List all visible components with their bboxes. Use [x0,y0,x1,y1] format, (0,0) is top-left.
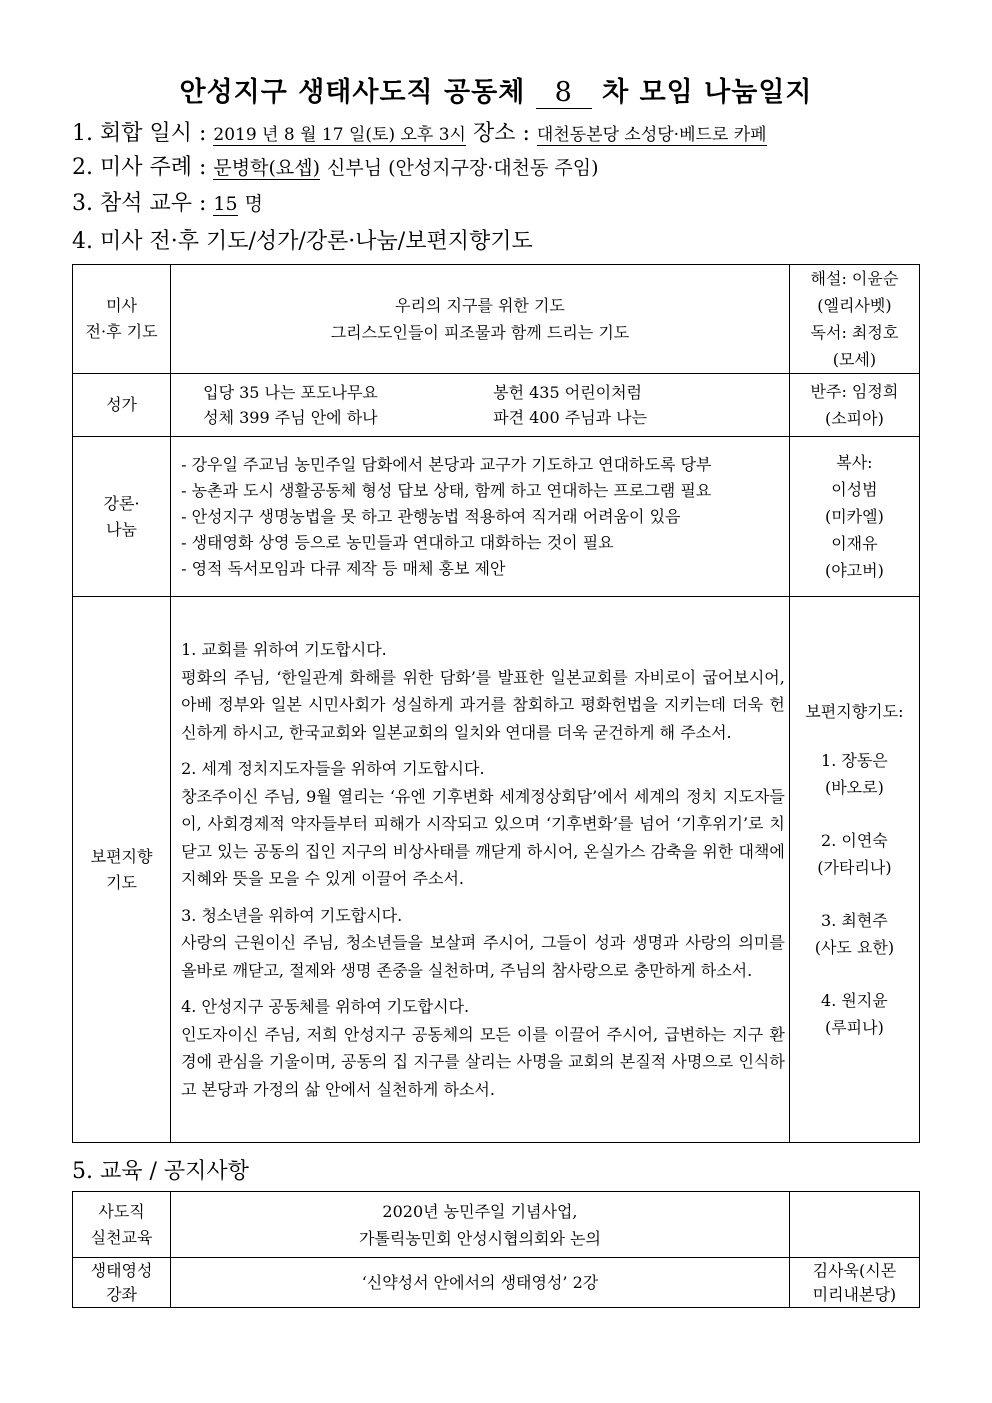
discussion-item: - 생태영화 상영 등으로 농민들과 연대하고 대화하는 것이 필요 [181,532,614,552]
entrance-hymn: 입당 35 나는 포도나무요 [203,383,378,402]
attendees-label: 3. 참석 교우 : [72,191,207,216]
prayer-row-roles [789,265,919,374]
notice-content-2: 가톨릭농민회 안성시협의회와 논의 [358,1228,601,1248]
reader-name: 1. 장동은 [821,751,888,770]
prayer-row [73,265,920,374]
discussion-item: - 농촌과 도시 생활공동체 형성 답보 상태, 함께 하고 연대하는 프로그램 필요 [181,480,712,500]
hymn-row-label: 성가 [73,374,171,437]
prayer-content-2: 그리스도인들이 피조물과 함께 드리는 기도 [330,323,630,342]
server-baptismal: (미카엘) [824,507,884,526]
intercession-row-readers [789,597,919,1143]
commentator-name: (엘리사벳) [817,296,892,315]
reader-name: 3. 최현주 [821,911,888,930]
notice-side-1: 김사욱(시몬 [812,1260,897,1280]
intercession-label-2: 기도 [106,872,138,892]
intercession-prayer [181,755,785,893]
page-title [0,70,992,109]
notice-row [73,1192,920,1258]
prayer-heading: 1. 교회를 위하여 기도합시다. [181,640,387,659]
hymn-row [73,374,920,437]
attendees-count: 15 [213,193,238,215]
notice-label [73,1192,171,1258]
readers-heading: 보편지향기도: [805,702,904,721]
attendees-line [72,186,263,217]
prayer-heading: 3. 청소년을 위하여 기도합시다. [181,905,403,925]
prayer-heading: 4. 안성지구 공동체를 위하여 기도합시다. [181,997,470,1016]
prayer-heading: 2. 세계 정치지도자들을 위하여 기도합시다. [181,759,485,778]
intercession-row-label [73,597,171,1143]
discussion-label-1: 강론· [103,493,140,513]
title-suffix: 차 모임 나눔일지 [602,77,813,108]
attendees-unit: 명 [244,193,263,215]
notice-table [72,1191,920,1308]
reader-baptismal: (가타리나) [817,858,892,877]
reader-baptismal: (사도 요한) [814,938,895,957]
discussion-label-2: 나눔 [106,519,138,539]
discussion-item: - 강우일 주교님 농민주일 담화에서 본당과 교구가 기도하고 연대하도록 당부 [181,454,712,474]
meeting-number: 8 [536,77,592,109]
celebrant-line [72,150,599,181]
intercession-prayer [181,902,785,985]
notice-row [73,1258,920,1308]
notice-side-2: 미리내본당) [812,1284,897,1304]
celebrant-label: 2. 미사 주례 : [72,155,207,180]
lector-name: (모세) [832,350,877,369]
recessional-hymn: 파견 400 주님과 나는 [493,408,648,427]
place-label: 장소 : [472,121,530,146]
server-name: 이재유 [831,534,878,553]
prayer-row-content [171,265,790,374]
notice-content [171,1192,790,1258]
hymn-line-1 [203,380,789,405]
place-value: 대천동본당 소성당·베드로 카페 [536,125,767,145]
mass-table [72,264,920,1143]
discussion-row-label [73,437,171,597]
section5-heading: 5. 교육 / 공지사항 [72,1159,249,1184]
server-baptismal: (야고버) [824,561,884,580]
reader-name: 2. 이연숙 [821,831,888,850]
hymn-row-roles [789,374,919,437]
reader-baptismal: (바오로) [824,778,884,797]
hymn-line-2 [203,405,789,430]
notice-label-1: 사도직 [98,1201,145,1221]
notice-label-2: 실천교육 [90,1227,153,1247]
discussion-row-content [171,437,790,597]
intercession-row-content [171,597,790,1143]
section4-heading: 4. 미사 전·후 기도/성가/강론·나눔/보편지향기도 [72,229,533,254]
prayer-label-2: 전·후 기도 [85,322,158,341]
date-label: 1. 회합 일시 : [72,121,207,146]
celebrant-name: 문병학(요셉) [213,157,320,179]
accompanist: 반주: 임정희 [810,382,899,401]
date-value: 2019 년 8 월 17 일(토) 오후 3시 [213,125,466,145]
prayer-body: 인도자이신 주님, 저희 안성지구 공동체의 모든 이를 이끌어 주시어, 급변하는 지구 환경에 관심을 기울이며, 공동의 집 지구를 살리는 사명을 교회의 본질적 사명으로 인식하고 본당과 가정의 삶 안에서 실천하게 하소서. [181,1024,785,1099]
title-prefix: 안성지구 생태사도직 공동체 [179,77,526,108]
prayer-row-label [73,265,171,374]
meeting-date-line [72,116,767,147]
offertory-hymn: 봉헌 435 어린이처럼 [493,383,643,402]
prayer-body: 평화의 주님, ‘한일관계 화해를 위한 담화’를 발표한 일본교회를 자비로이 굽어보시어, 아베 정부와 일본 시민사회가 성실하게 과거를 참회하고 평화헌법을 지키는데 더욱 헌신하게 하시고, 한국교회와 일본교회의 일치와 연대를 더욱 굳건하게 해 주소서. [181,667,785,742]
reader-baptismal: (루피나) [824,1018,884,1037]
lector: 독서: 최정호 [810,323,899,342]
server-label: 복사: [836,453,873,472]
discussion-row [73,437,920,597]
accompanist-name: (소피아) [824,409,884,428]
intercession-prayer [181,993,785,1103]
prayer-body: 창조주이신 주님, 9월 열리는 ‘유엔 기후변화 세계정상회담’에서 세계의 정치 지도자들이, 사회경제적 약자들부터 피해가 시작되고 있으며 ‘기후변화’를 넘어 ‘기후위기’로 치닫고 있는 공동의 집인 지구의 비상사태를 깨닫게 하시어, 온실가스 감축을 위한 대책에 지혜와 뜻을 모을 수 있게 이끌어 주소서. [181,786,785,888]
hymn-row-content [171,374,790,437]
communion-hymn: 성체 399 주님 안에 하나 [203,408,378,427]
notice-content [171,1258,790,1308]
intercession-row [73,597,920,1143]
celebrant-suffix: 신부님 (안성지구장·대천동 주임) [327,157,599,179]
notice-side [789,1192,919,1258]
server-name: 이성범 [831,480,878,499]
commentator: 해설: 이윤순 [810,269,899,288]
notice-label-2: 강좌 [106,1284,138,1304]
intercession-label-1: 보편지향 [90,846,153,866]
discussion-row-roles [789,437,919,597]
prayer-label-1: 미사 [106,296,138,315]
notice-label [73,1258,171,1308]
notice-content-1: ‘신약성서 안에서의 생태영성’ 2강 [361,1273,599,1292]
prayer-content-1: 우리의 지구를 위한 기도 [395,296,565,315]
notice-label-1: 생태영성 [90,1260,153,1280]
prayer-body: 사랑의 근원이신 주님, 청소년들을 보살펴 주시어, 그들이 성과 생명과 사랑의 의미를 올바로 깨닫고, 절제와 생명 존중을 실천하며, 주님의 참사랑으로 충만하게 하소서. [181,933,785,980]
notice-content-1: 2020년 농민주일 기념사업, [382,1201,578,1221]
discussion-item: - 안성지구 생명농법을 못 하고 관행농법 적용하여 직거래 어려움이 있음 [181,506,681,526]
intercession-prayer [181,636,785,746]
notice-side [789,1258,919,1308]
reader-name: 4. 원지윤 [821,991,888,1010]
discussion-item: - 영적 독서모임과 다큐 제작 등 매체 홍보 제안 [181,558,506,578]
